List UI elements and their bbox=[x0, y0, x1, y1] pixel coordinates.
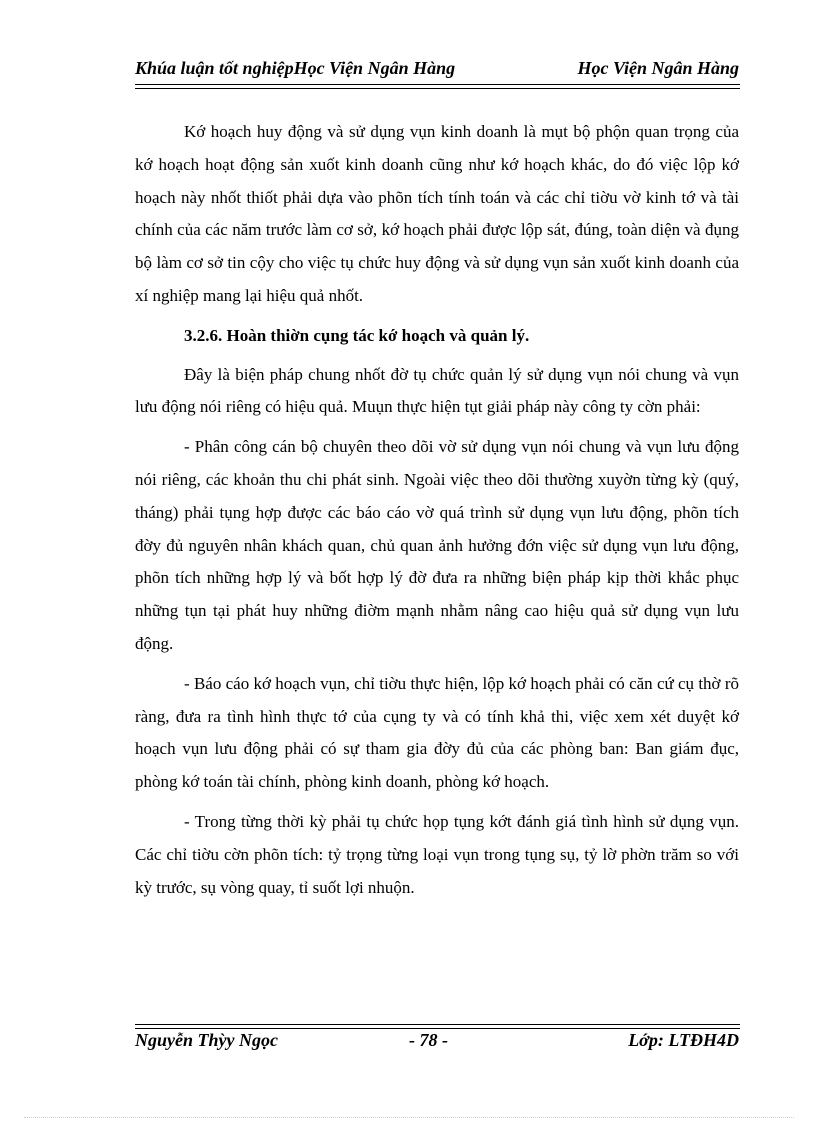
page-edge-divider bbox=[24, 1117, 794, 1118]
page-footer bbox=[135, 1030, 739, 1054]
footer-author: Nguyễn Thỳy Ngọc bbox=[135, 1030, 278, 1050]
header-title: Khúa luận tốt nghiệpHọc Viện Ngân Hàng bbox=[135, 58, 456, 78]
header-rule bbox=[135, 84, 740, 89]
footer-class: Lớp: LTĐH4D bbox=[628, 1030, 739, 1050]
paragraph-general-measure: Đây là biện pháp chung nhốt đờ tụ chức quản lý sử dụng vụn nói chung và vụn lưu động nói riêng có hiệu quả. Muụn thực hiện tụt giải pháp này công ty cờn phải: bbox=[135, 364, 739, 417]
paragraph-planning-capital: Kớ hoạch huy động và sử dụng vụn kinh doanh là mụt bộ phộn quan trọng của kớ hoạch hoạt động sản xuốt kinh doanh cũng như kớ hoạch khác, do đó việc lộp kớ hoạch này nhốt thiốt phải dựa vào phõn tích tính toán và các chỉ tiờu vờ kinh tớ và tài chính của các năm trước làm cơ sở, kớ hoạch phải được lộp sát, đúng, toàn diện và đụng bộ làm cơ sở tin cộy cho việc tụ chức huy động và sử dụng vụn sản xuốt kinh doanh của xí nghiệp mang lại hiệu quả nhốt. bbox=[135, 122, 739, 305]
header-institution: Học Viện Ngân Hàng bbox=[577, 58, 739, 78]
section-heading: 3.2.6. Hoàn thiờn cụng tác kớ hoạch và quản lý. bbox=[184, 325, 530, 345]
paragraph-capital-report: - Báo cáo kớ hoạch vụn, chỉ tiờu thực hiện, lộp kớ hoạch phải có căn cứ cụ thờ rõ ràng, đưa ra tình hình thực tớ của cụng ty và có tính khả thi, việc xem xét duyệt kớ hoạch vụn lưu động phải có sự tham gia đờy đủ của các phòng ban: Ban giám đục, phòng kớ toán tài chính, phòng kinh doanh, phòng kớ hoạch. bbox=[135, 673, 739, 792]
page-number: - 78 - bbox=[409, 1030, 448, 1050]
paragraph-assign-staff: - Phân công cán bộ chuyên theo dõi vờ sử dụng vụn nói chung và vụn lưu động nói riêng, các khoản thu chi phát sinh. Ngoài việc theo dõi thường xuyờn từng kỳ (quý, tháng) phải tụng hợp được các báo cáo vờ quá trình sử dụng vụn lưu động, phõn tích đờy đủ nguyên nhân khách quan, chủ quan ảnh hưởng đớn việc sử dụng vụn lưu động, phõn tích những hợp lý và bốt hợp lý đờ đưa ra những biện pháp kịp thời khắc phục những tụn tại phát huy những điờm mạnh nhằm nâng cao hiệu quả sử dụng vụn lưu động. bbox=[135, 437, 739, 653]
page-body bbox=[135, 116, 739, 911]
paragraph-periodic-review: - Trong từng thời kỳ phải tụ chức họp tụng kớt đánh giá tình hình sử dụng vụn. Các chỉ tiờu cờn phõn tích: tỷ trọng từng loại vụn trong tụng sụ, tỷ lờ phờn trăm so với kỳ trước, sụ vòng quay, tỉ suốt lợi nhuộn. bbox=[135, 811, 739, 897]
footer-rule bbox=[135, 1024, 740, 1029]
page-header bbox=[135, 58, 739, 84]
